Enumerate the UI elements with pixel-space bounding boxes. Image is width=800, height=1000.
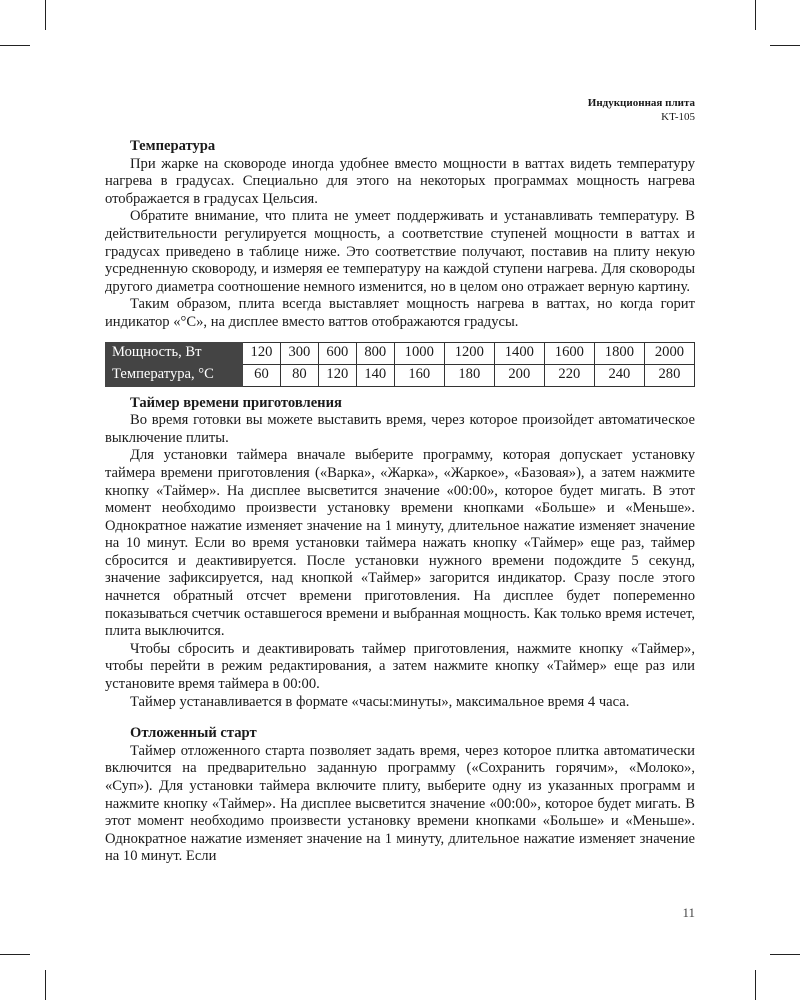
- table-cell: 200: [494, 364, 544, 386]
- table-cell: 60: [243, 364, 281, 386]
- crop-mark: [0, 954, 30, 955]
- table-cell: 2000: [644, 342, 694, 364]
- crop-mark: [770, 45, 800, 46]
- crop-mark: [0, 45, 30, 46]
- crop-mark: [45, 0, 46, 30]
- header-model: KT-105: [661, 111, 695, 123]
- crop-mark: [770, 954, 800, 955]
- header-title: Индукционная плита: [587, 97, 695, 109]
- table-cell: 1800: [594, 342, 644, 364]
- table-cell: 600: [318, 342, 356, 364]
- table-cell: 120: [318, 364, 356, 386]
- table-cell: 240: [594, 364, 644, 386]
- page-header: [588, 96, 695, 124]
- table-cell: 180: [444, 364, 494, 386]
- paragraph: Таймер устанавливается в формате «часы:минуты», максимальное время 4 часа.: [130, 693, 630, 710]
- table-cell: 160: [394, 364, 444, 386]
- section-heading-delayed-start: Отложенный старт: [130, 725, 257, 742]
- row-header-power: Мощность, Вт: [106, 342, 243, 364]
- section-heading-temperature: Температура: [130, 138, 216, 154]
- row-header-temperature: Температура, °С: [106, 364, 243, 386]
- paragraph: Обратите внимание, что плита не умеет поддерживать и устанавливать температуру. В действительности регулируется мощность, а соответствие ступеней мощности в ваттах и градусах приведено в таблице ниже. Это соответствие получают, поставив на плиту некую усредненную сковороду, и измеряя ее температуру на каждой ступени нагрева. Для сковороды другого диаметра соотношение немного изменится, но в целом оно отражает верную картину.: [105, 208, 695, 295]
- table-cell: 800: [356, 342, 394, 364]
- table-cell: 1600: [544, 342, 594, 364]
- paragraph: Для установки таймера вначале выберите программу, которая допускает установку таймера времени приготовления («Варка», «Жарка», «Жаркое», «Базовая»), а затем нажмите кнопку «Таймер». На дисплее высветится значение «00:00», которое будет мигать. В этот момент необходимо произвести установку времени кнопками «Больше» и «Меньше». Однократное нажатие изменяет значение на 1 минуту, длительное нажатие изменяет значение на 10 минут. Если во время установки таймера нажать кнопку «Таймер» еще раз, таймер сбросится и деактивируется. После установки нужного времени подождите 5 секунд, значение зафиксируется, над кнопкой «Таймер» загорится индикатор. Сразу после этого начнется обратный отсчет времени приготовления. На дисплее будет попеременно показываться счетчик оставшегося времени и выбранная мощность. Как только время истечет, плита выключится.: [105, 447, 695, 640]
- table-cell: 220: [544, 364, 594, 386]
- table-cell: 280: [644, 364, 694, 386]
- table-cell: 1200: [444, 342, 494, 364]
- paragraph: При жарке на сковороде иногда удобнее вместо мощности в ваттах видеть температуру нагрева в градусах. Специально для этого на некоторых программах мощность нагрева отображается в градусах Цельсия.: [105, 155, 695, 207]
- crop-mark: [755, 970, 756, 1000]
- table-cell: 140: [356, 364, 394, 386]
- power-temperature-table: [105, 342, 695, 387]
- table-cell: 1000: [394, 342, 444, 364]
- paragraph: Таймер отложенного старта позволяет задать время, через которое плитка автоматически включится на предварительно заданную программу («Сохранить горячим», «Молоко», «Суп»). Для установки таймера включите плиту, выберите одну из указанных программ и нажмите кнопку «Таймер». На дисплее высветится значение «00:00», которое будет мигать. В этот момент необходимо произвести установку времени кнопками «Больше» и «Меньше». Однократное нажатие изменяет значение на 1 минуту, длительное нажатие изменяет значение на 10 минут. Если: [105, 742, 695, 865]
- crop-mark: [45, 970, 46, 1000]
- paragraph: Во время готовки вы можете выставить время, через которое произойдет автоматическое выключение плиты.: [105, 412, 695, 446]
- table-cell: 120: [243, 342, 281, 364]
- spacer: [105, 711, 695, 725]
- section-heading-timer: Таймер времени приготовления: [130, 394, 342, 411]
- table-row-power: [106, 342, 695, 364]
- crop-mark: [755, 0, 756, 30]
- paragraph: Таким образом, плита всегда выставляет мощность нагрева в ваттах, но когда горит индикатор «°С», на дисплее вместо ваттов отображаются градусы.: [105, 296, 695, 330]
- page-content: [105, 138, 695, 866]
- table-cell: 300: [280, 342, 318, 364]
- page-number: 11: [682, 905, 695, 920]
- table-row-temperature: [106, 364, 695, 386]
- table-cell: 1400: [494, 342, 544, 364]
- paragraph: Чтобы сбросить и деактивировать таймер приготовления, нажмите кнопку «Таймер», чтобы перейти в режим редактирования, а затем нажмите кнопку «Таймер» еще раз или установите время таймера в 00:00.: [105, 640, 695, 693]
- table-cell: 80: [280, 364, 318, 386]
